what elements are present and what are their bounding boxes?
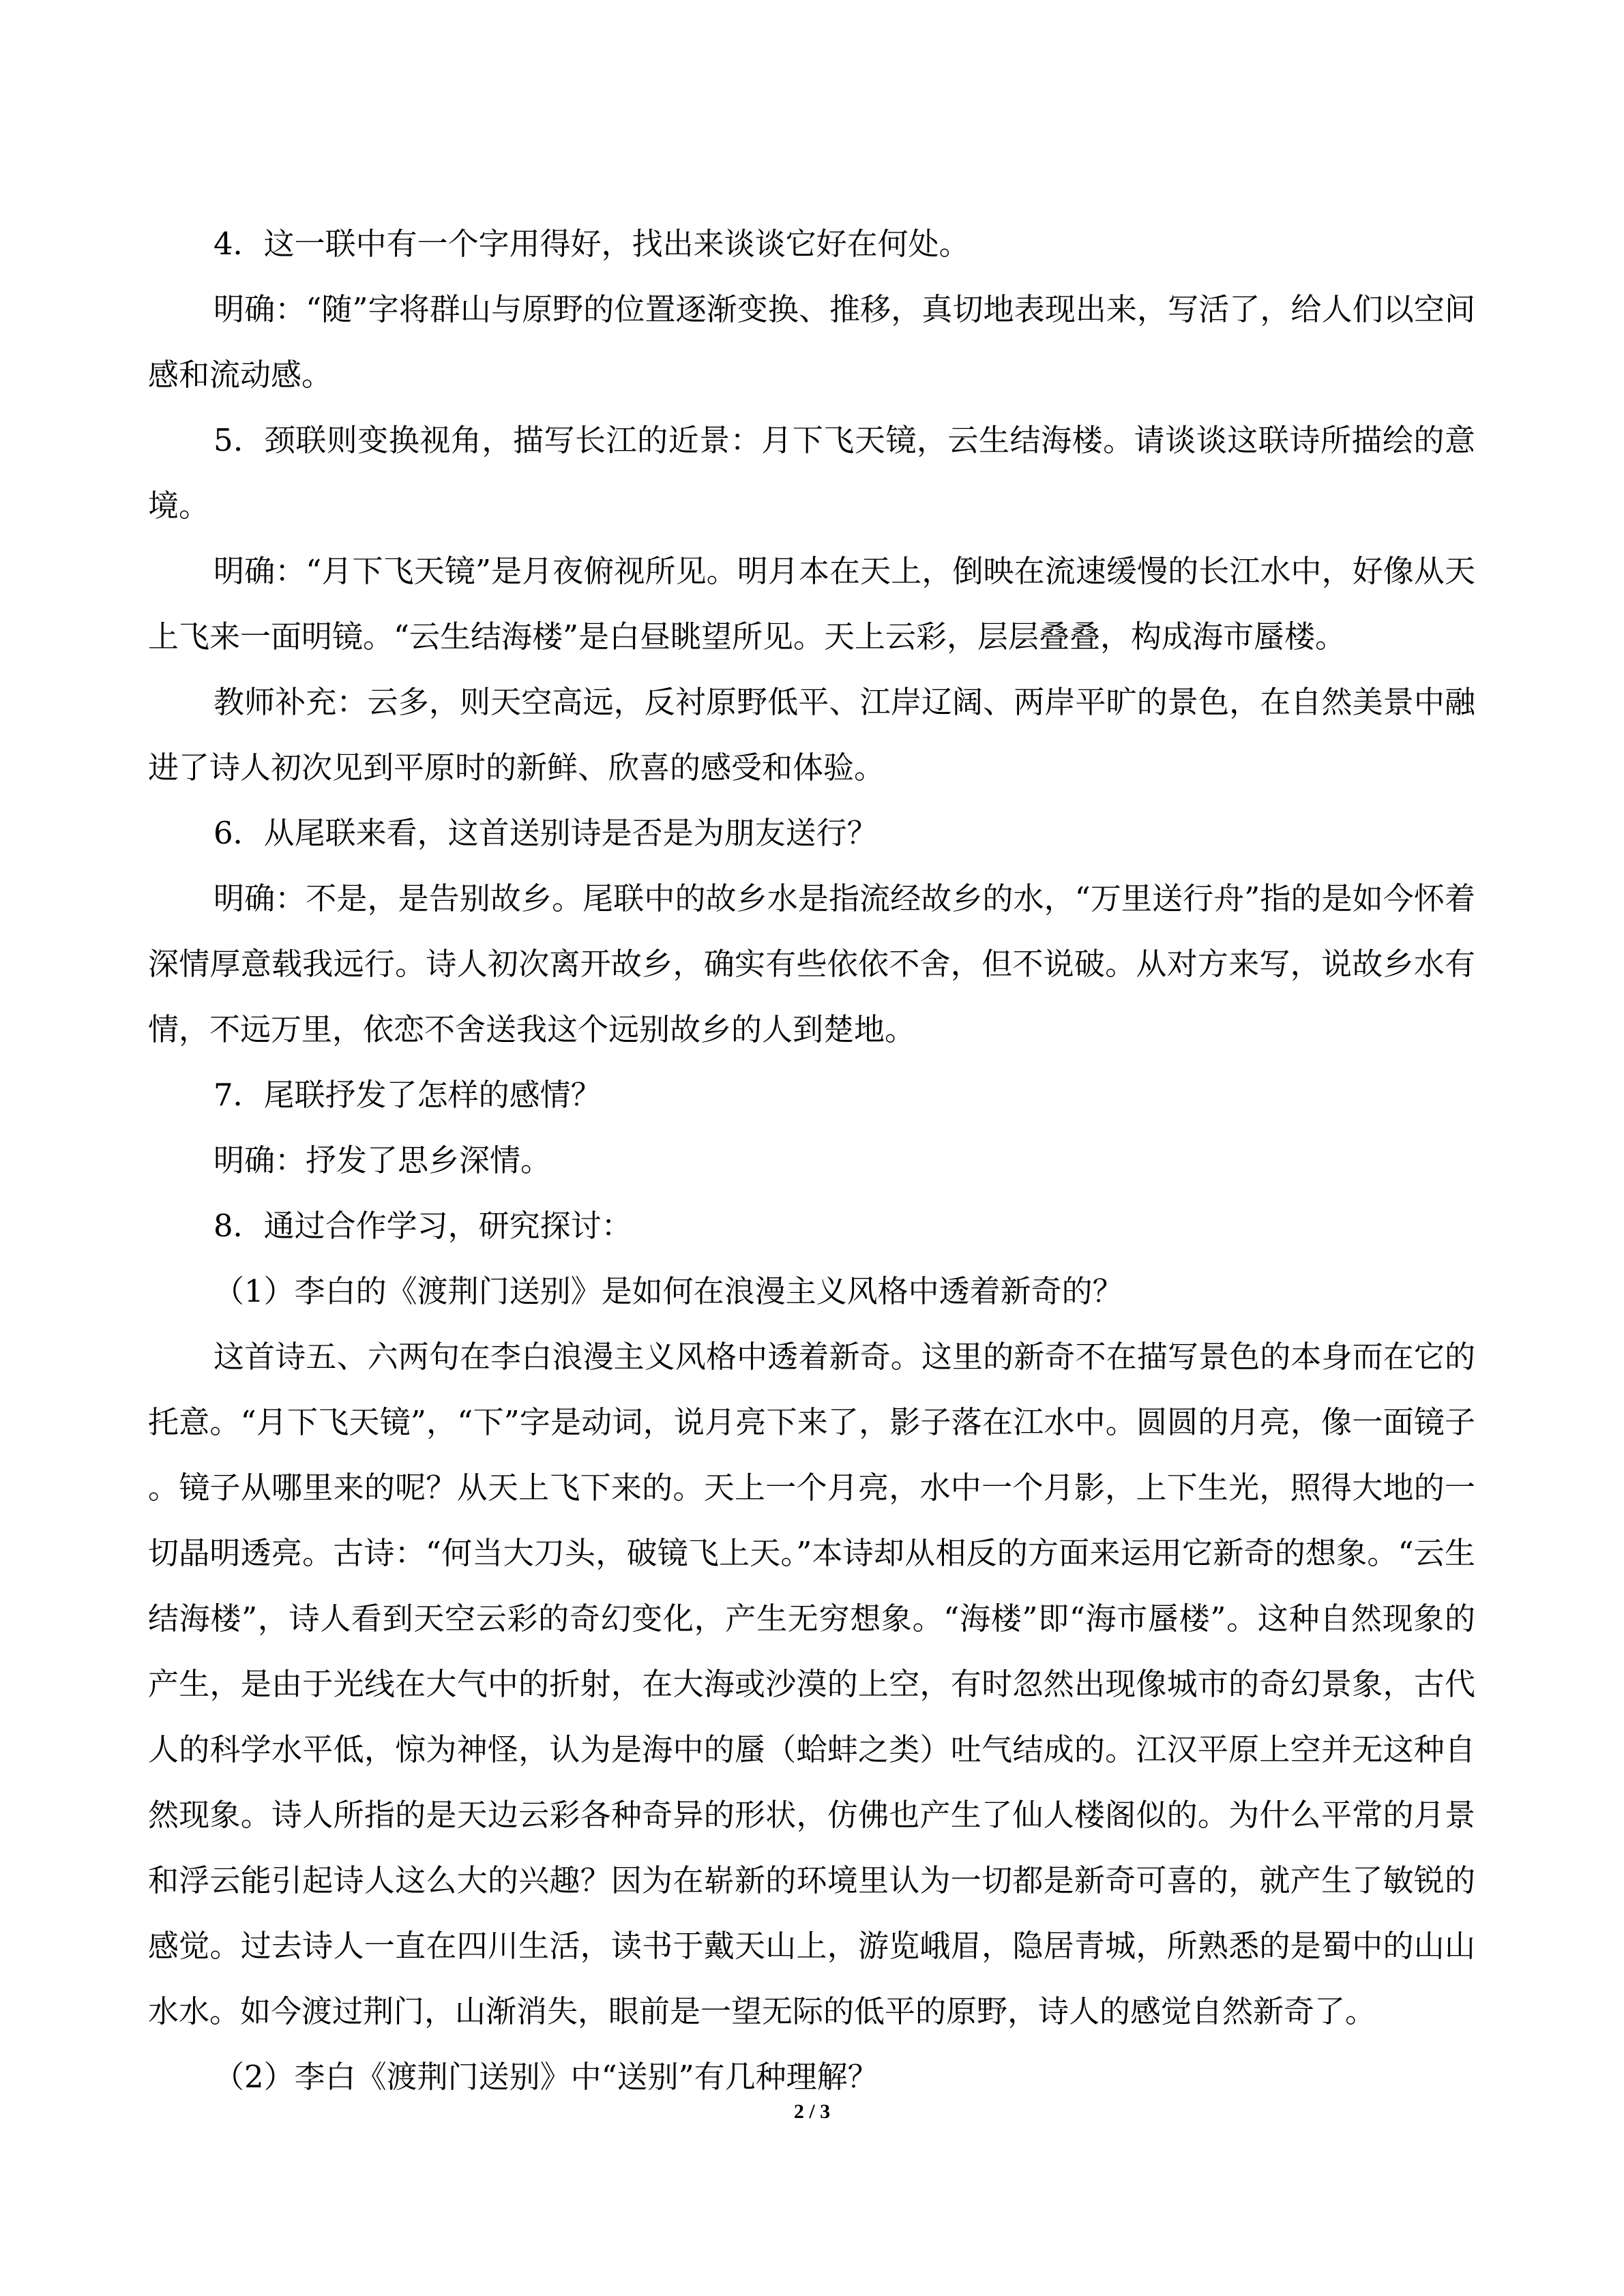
answer-4: 明确：“随”字将群山与原野的位置逐渐变换、推移，真切地表现出来，写活了，给人们以空间感和流动感。 [148, 291, 1475, 393]
question-5: 5．颈联则变换视角，描写长江的近景：月下飞天镜，云生结海楼。请谈谈这联诗所描绘的意境。 [148, 422, 1475, 524]
sub-question-8-2: （2）李白《渡荆门送别》中“送别”有几种理解？ [213, 2059, 879, 2095]
answer-5: 明确：“月下飞天镜”是月夜俯视所见。明月本在天上，倒映在流速缓慢的长江水中，好像从天上飞来一面明镜。“云生结海楼”是白昼眺望所见。天上云彩，层层叠叠，构成海市蜃楼。 [148, 553, 1475, 655]
question-8: 8．通过合作学习，研究探讨： [213, 1208, 632, 1244]
document-body [148, 211, 1475, 2110]
question-7: 7．尾联抒发了怎样的感情？ [213, 1077, 602, 1113]
answer-6: 明确：不是，是告别故乡。尾联中的故乡水是指流经故乡的水，“万里送行舟”指的是如今怀着深情厚意载我远行。诗人初次离开故乡，确实有些依依不舍，但不说破。从对方来写，说故乡水有情，不远万里，依恋不舍送我这个远别故乡的人到楚地。 [148, 880, 1475, 1047]
answer-8-1: 这首诗五、六两句在李白浪漫主义风格中透着新奇。这里的新奇不在描写景色的本身而在它的托意。“月下飞天镜”，“下”字是动词，说月亮下来了，影子落在江水中。圆圆的月亮，像一面镜子。镜子从哪里来的呢？从天上飞下来的。天上一个月亮，水中一个月影，上下生光，照得大地的一切晶明透亮。古诗：“何当大刀头，破镜飞上天。”本诗却从相反的方面来运用它新奇的想象。“云生结海楼”，诗人看到天空云彩的奇幻变化，产生无穷想象。“海楼”即“海市蜃楼”。这种自然现象的产生，是由于光线在大气中的折射，在大海或沙漠的上空，有时忽然出现像城市的奇幻景象，古代人的科学水平低，惊为神怪，认为是海中的蜃（蛤蚌之类）吐气结成的。江汉平原上空并无这种自然现象。诗人所指的是天边云彩各种奇异的形状，仿佛也产生了仙人楼阁似的。为什么平常的月景和浮云能引起诗人这么大的兴趣？因为在崭新的环境里认为一切都是新奇可喜的，就产生了敏锐的感觉。过去诗人一直在四川生活，读书于戴天山上，游览峨眉，隐居青城，所熟悉的是蜀中的山山水水。如今渡过荆门，山渐消失，眼前是一望无际的低平的原野，诗人的感觉自然新奇了。 [148, 1339, 1475, 2029]
question-4: 4．这一联中有一个字用得好，找出来谈谈它好在何处。 [213, 226, 970, 262]
teacher-supplement: 教师补充：云多，则天空高远，反衬原野低平、江岸辽阔、两岸平旷的景色，在自然美景中融进了诗人初次见到平原时的新鲜、欣喜的感受和体验。 [148, 684, 1475, 786]
answer-7: 明确：抒发了思乡深情。 [213, 1142, 552, 1178]
question-6: 6．从尾联来看，这首送别诗是否是为朋友送行？ [213, 815, 878, 851]
page-number: 2 / 3 [793, 2100, 831, 2123]
sub-question-8-1: （1）李白的《渡荆门送别》是如何在浪漫主义风格中透着新奇的？ [213, 1273, 1123, 1309]
